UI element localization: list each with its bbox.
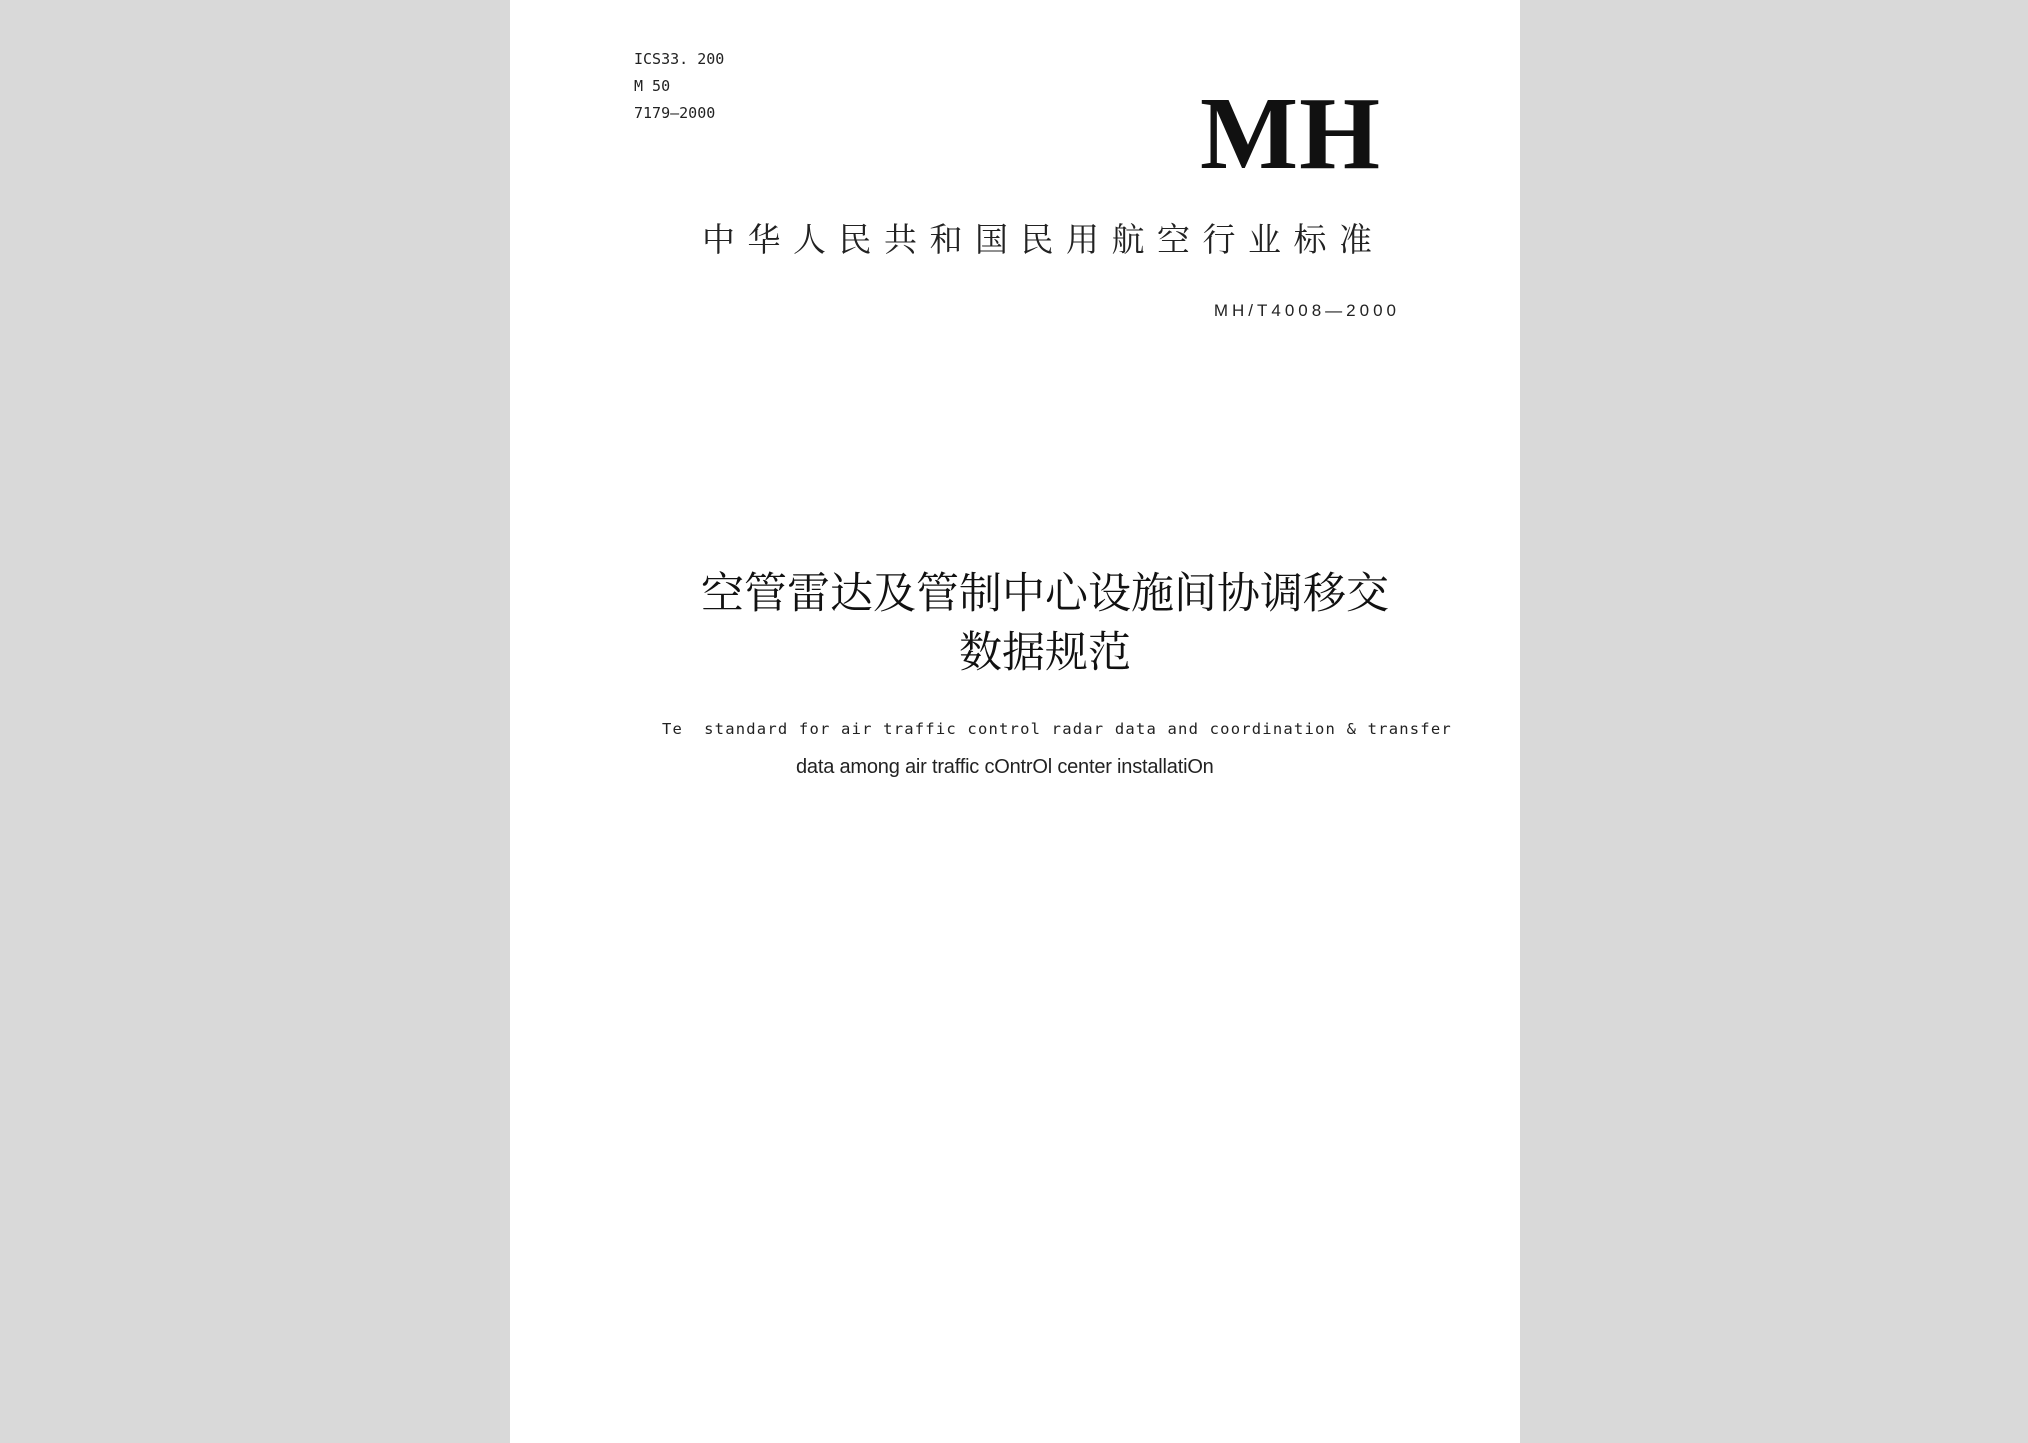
title-en-line2: data among air traffic cOntrOl center installatiOn bbox=[796, 756, 1214, 778]
standard-number: MH/T4008—2000 bbox=[1213, 301, 1400, 320]
classification-block bbox=[634, 46, 724, 127]
category-code: M 50 bbox=[634, 77, 671, 95]
ics-code: ICS33. 200 bbox=[634, 50, 725, 68]
standard-authority-title: 中华人民共和国民用航空行业标准 bbox=[702, 220, 1385, 259]
document-page bbox=[510, 0, 1520, 1443]
mh-logo: MH bbox=[1200, 76, 1382, 191]
title-en-line1: Te standard for air traffic control radar data and coordination & transfer bbox=[662, 720, 1452, 738]
record-number: 7179—2000 bbox=[634, 104, 716, 122]
title-cn-line2: 数据规范 bbox=[959, 628, 1131, 678]
title-cn-line1: 空管雷达及管制中心设施间协调移交 bbox=[701, 569, 1389, 619]
